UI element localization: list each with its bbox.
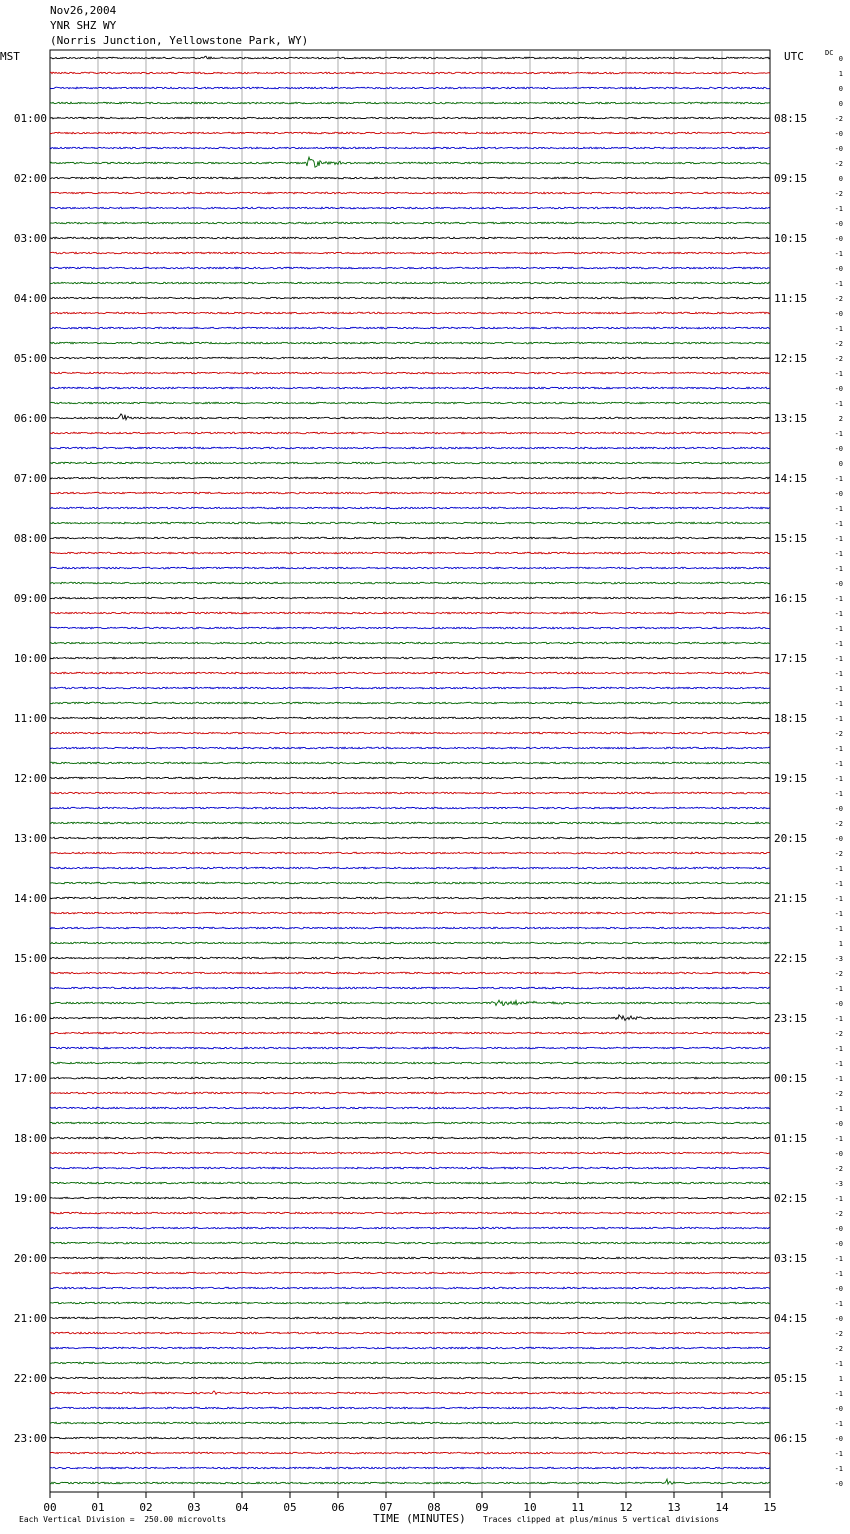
dc-offset-label: -2 (834, 190, 843, 198)
dc-offset-label: -2 (834, 115, 843, 123)
trace-line (50, 387, 770, 389)
x-tick-label: 10 (523, 1501, 537, 1514)
trace-line (50, 1015, 770, 1021)
dc-offset-label: -1 (834, 985, 843, 993)
dc-offset-label: 0 (838, 100, 843, 108)
trace-line (50, 897, 770, 899)
dc-offset-label: -0 (834, 235, 843, 243)
trace-line (50, 1437, 770, 1439)
dc-offset-label: -2 (834, 850, 843, 858)
y-tick-label-left: 05:00 (13, 352, 47, 365)
x-tick-label: 05 (283, 1501, 297, 1514)
dc-offset-label: -0 (834, 580, 843, 588)
trace-line (50, 597, 770, 599)
dc-offset-label: 0 (838, 460, 843, 468)
dc-offset-label: -1 (834, 1135, 843, 1143)
x-tick-label: 00 (43, 1501, 57, 1514)
dc-offset-label: -1 (834, 475, 843, 483)
dc-offset-label: -2 (834, 160, 843, 168)
trace-line (50, 552, 770, 554)
y-tick-label-right: 09:15 (774, 172, 808, 185)
trace-line (50, 852, 770, 854)
y-tick-label-right: 06:15 (774, 1432, 808, 1445)
trace-line (50, 957, 770, 959)
dc-offset-label: -1 (834, 430, 843, 438)
trace-line (50, 1122, 770, 1124)
dc-offset-label: -1 (834, 400, 843, 408)
plot-frame (50, 50, 770, 1492)
trace-line (50, 717, 770, 719)
trace-line (50, 1047, 770, 1049)
y-tick-label-right: 08:15 (774, 112, 808, 125)
dc-offset-label: -0 (834, 1435, 843, 1443)
dc-offset-label: -1 (834, 1300, 843, 1308)
trace-line (50, 732, 770, 734)
trace-line (50, 537, 770, 539)
trace-line (50, 642, 770, 644)
trace-line (50, 1167, 770, 1169)
y-tick-label-right: 20:15 (774, 832, 808, 845)
trace-line (50, 1197, 770, 1199)
y-tick-label-left: 11:00 (13, 712, 47, 725)
dc-offset-label: -1 (834, 1420, 843, 1428)
dc-offset-label: -1 (834, 910, 843, 918)
trace-line (50, 56, 770, 59)
dc-offset-label: -1 (834, 205, 843, 213)
trace-line (50, 157, 770, 167)
dc-offset-label: -1 (834, 1270, 843, 1278)
dc-offset-label: -2 (834, 340, 843, 348)
trace-line (50, 1391, 770, 1394)
trace-line (50, 1000, 770, 1005)
dc-offset-label: -2 (834, 730, 843, 738)
dc-offset-label: 1 (838, 1375, 843, 1383)
trace-line (50, 1317, 770, 1319)
dc-offset-label: -0 (834, 1240, 843, 1248)
dc-offset-label: -2 (834, 1330, 843, 1338)
y-tick-label-left: 17:00 (13, 1072, 47, 1085)
trace-line (50, 582, 770, 584)
y-tick-label-left: 13:00 (13, 832, 47, 845)
trace-line (50, 147, 770, 149)
dc-offset-label: -1 (834, 865, 843, 873)
dc-offset-label: -1 (834, 655, 843, 663)
trace-line (50, 87, 770, 89)
right-zone-label: UTC (784, 50, 804, 63)
x-tick-label: 07 (379, 1501, 393, 1514)
dc-offset-label: 0 (838, 85, 843, 93)
y-tick-label-right: 00:15 (774, 1072, 808, 1085)
dc-offset-label: -0 (834, 1150, 843, 1158)
dc-offset-label: -0 (834, 1285, 843, 1293)
trace-line (50, 1422, 770, 1424)
dc-offset-label: -1 (834, 565, 843, 573)
trace-line (50, 1062, 770, 1064)
dc-offset-label: -0 (834, 490, 843, 498)
y-tick-label-left: 08:00 (13, 532, 47, 545)
trace-line (50, 1407, 770, 1409)
dc-offset-label: -2 (834, 1165, 843, 1173)
y-tick-label-left: 21:00 (13, 1312, 47, 1325)
dc-offset-label: -1 (834, 1450, 843, 1458)
x-tick-label: 03 (187, 1501, 201, 1514)
x-tick-label: 06 (331, 1501, 345, 1514)
trace-line (50, 1152, 770, 1154)
dc-offset-label: -1 (834, 745, 843, 753)
dc-offset-label: -1 (834, 670, 843, 678)
trace-line (50, 702, 770, 704)
dc-offset-label: -1 (834, 370, 843, 378)
trace-line (50, 1452, 770, 1454)
trace-line (50, 1467, 770, 1469)
trace-line (50, 747, 770, 749)
dc-offset-label: -1 (834, 1105, 843, 1113)
dc-offset-label: -2 (834, 1345, 843, 1353)
dc-offset-label: -2 (834, 820, 843, 828)
trace-line (50, 222, 770, 224)
trace-line (50, 207, 770, 209)
y-tick-label-left: 02:00 (13, 172, 47, 185)
dc-offset-label: -0 (834, 385, 843, 393)
trace-line (50, 432, 770, 434)
left-zone-label: MST (0, 50, 20, 63)
dc-offset-label: -2 (834, 295, 843, 303)
y-tick-label-left: 06:00 (13, 412, 47, 425)
trace-line (50, 837, 770, 839)
trace-line (50, 792, 770, 794)
trace-line (50, 1287, 770, 1289)
y-tick-label-right: 02:15 (774, 1192, 808, 1205)
dc-offset-label: -0 (834, 1480, 843, 1488)
x-tick-label: 12 (619, 1501, 633, 1514)
dc-offset-label: -1 (834, 715, 843, 723)
trace-line (50, 1092, 770, 1094)
dc-offset-label: -1 (834, 550, 843, 558)
dc-offset-label: -1 (834, 925, 843, 933)
x-axis-label: TIME (MINUTES) (373, 1512, 466, 1525)
dc-offset-label: -1 (834, 520, 843, 528)
x-tick-label: 04 (235, 1501, 249, 1514)
dc-offset-label: -1 (834, 1465, 843, 1473)
trace-line (50, 657, 770, 659)
y-tick-label-left: 18:00 (13, 1132, 47, 1145)
trace-line (50, 1137, 770, 1139)
dc-offset-label: -1 (834, 325, 843, 333)
trace-line (50, 627, 770, 629)
dc-offset-label: -0 (834, 130, 843, 138)
dc-offset-label: -1 (834, 610, 843, 618)
dc-offset-label: -0 (834, 1000, 843, 1008)
y-tick-label-left: 19:00 (13, 1192, 47, 1205)
dc-offset-label: -1 (834, 880, 843, 888)
y-tick-label-right: 22:15 (774, 952, 808, 965)
dc-offset-label: -1 (834, 685, 843, 693)
trace-line (50, 72, 770, 74)
dc-offset-label: 1 (838, 940, 843, 948)
dc-offset-label: -2 (834, 1030, 843, 1038)
dc-offset-label: -0 (834, 805, 843, 813)
trace-line (50, 327, 770, 329)
trace-line (50, 1347, 770, 1349)
dc-offset-label: -1 (834, 1390, 843, 1398)
x-tick-label: 11 (571, 1501, 585, 1514)
trace-line (50, 1032, 770, 1034)
x-tick-label: 08 (427, 1501, 441, 1514)
dc-offset-label: 0 (838, 55, 843, 63)
trace-line (50, 477, 770, 479)
trace-line (50, 312, 770, 314)
trace-line (50, 492, 770, 494)
x-tick-label: 14 (715, 1501, 729, 1514)
dc-offset-label: -1 (834, 1075, 843, 1083)
dc-offset-label: -0 (834, 835, 843, 843)
trace-line (50, 672, 770, 674)
dc-offset-label: -0 (834, 1120, 843, 1128)
y-tick-label-right: 14:15 (774, 472, 808, 485)
trace-line (50, 1182, 770, 1184)
trace-line (50, 912, 770, 914)
dc-offset-label: -1 (834, 790, 843, 798)
y-tick-label-right: 05:15 (774, 1372, 808, 1385)
trace-line (50, 357, 770, 359)
trace-line (50, 192, 770, 194)
trace-line (50, 882, 770, 884)
trace-line (50, 1332, 770, 1334)
y-tick-label-left: 12:00 (13, 772, 47, 785)
scale-note: Each Vertical Division = 250.00 microvolts (19, 1515, 227, 1524)
dc-offset-label: -1 (834, 595, 843, 603)
y-tick-label-right: 10:15 (774, 232, 808, 245)
y-tick-label-left: 14:00 (13, 892, 47, 905)
trace-line (50, 237, 770, 239)
y-tick-label-left: 23:00 (13, 1432, 47, 1445)
y-tick-label-right: 11:15 (774, 292, 808, 305)
x-tick-label: 15 (763, 1501, 777, 1514)
trace-line (50, 927, 770, 929)
trace-line (50, 372, 770, 374)
dc-offset-label: -1 (834, 895, 843, 903)
dc-offset-label: -1 (834, 280, 843, 288)
trace-line (50, 282, 770, 284)
dc-offset-label: -1 (834, 640, 843, 648)
dc-offset-label: -0 (834, 265, 843, 273)
trace-line (50, 762, 770, 764)
y-tick-label-left: 16:00 (13, 1012, 47, 1025)
trace-line (50, 867, 770, 869)
trace-line (50, 1107, 770, 1109)
trace-line (50, 1227, 770, 1229)
y-tick-label-right: 17:15 (774, 652, 808, 665)
trace-line (50, 117, 770, 119)
trace-line (50, 687, 770, 689)
trace-line (50, 507, 770, 509)
dc-offset-label: -0 (834, 1225, 843, 1233)
trace-line (50, 177, 770, 179)
trace-line (50, 1362, 770, 1364)
dc-offset-label: -1 (834, 1060, 843, 1068)
y-tick-label-left: 15:00 (13, 952, 47, 965)
dc-offset-label: -0 (834, 445, 843, 453)
trace-line (50, 1302, 770, 1304)
trace-line (50, 447, 770, 449)
y-tick-label-left: 20:00 (13, 1252, 47, 1265)
dc-offset-label: -1 (834, 700, 843, 708)
y-tick-label-right: 21:15 (774, 892, 808, 905)
trace-line (50, 414, 770, 420)
dc-offset-label: -1 (834, 1360, 843, 1368)
trace-line (50, 987, 770, 989)
dc-offset-label: -0 (834, 1405, 843, 1413)
dc-offset-label: -2 (834, 355, 843, 363)
trace-line (50, 1272, 770, 1274)
x-tick-label: 09 (475, 1501, 489, 1514)
y-tick-label-right: 04:15 (774, 1312, 808, 1325)
trace-line (50, 1077, 770, 1079)
dc-offset-label: -1 (834, 775, 843, 783)
trace-line (50, 1212, 770, 1214)
trace-line (50, 777, 770, 779)
header-location: (Norris Junction, Yellowstone Park, WY) (50, 34, 309, 47)
trace-line (50, 822, 770, 824)
dc-offset-label: -3 (834, 955, 843, 963)
trace-line (50, 567, 770, 569)
dc-offset-label: -1 (834, 760, 843, 768)
dc-offset-label: 2 (838, 415, 843, 423)
trace-line (50, 942, 770, 944)
dc-offset-label: -1 (834, 625, 843, 633)
dc-offset-label: -1 (834, 505, 843, 513)
dc-offset-label: -1 (834, 1045, 843, 1053)
trace-line (50, 612, 770, 614)
y-tick-label-left: 22:00 (13, 1372, 47, 1385)
trace-line (50, 972, 770, 974)
dc-offset-label: -1 (834, 1195, 843, 1203)
y-tick-label-right: 03:15 (774, 1252, 808, 1265)
dc-offset-label: -0 (834, 1315, 843, 1323)
trace-line (50, 342, 770, 344)
dc-offset-label: 1 (838, 70, 843, 78)
y-tick-label-right: 12:15 (774, 352, 808, 365)
trace-line (50, 402, 770, 404)
trace-line (50, 132, 770, 134)
dc-offset-label: -3 (834, 1180, 843, 1188)
y-tick-label-left: 04:00 (13, 292, 47, 305)
y-tick-label-right: 13:15 (774, 412, 808, 425)
dc-offset-label: -1 (834, 1255, 843, 1263)
trace-line (50, 1479, 770, 1484)
trace-line (50, 1377, 770, 1379)
y-tick-label-left: 01:00 (13, 112, 47, 125)
trace-line (50, 102, 770, 104)
y-tick-label-right: 18:15 (774, 712, 808, 725)
y-tick-label-left: 10:00 (13, 652, 47, 665)
trace-line (50, 267, 770, 269)
dc-offset-label: -2 (834, 970, 843, 978)
y-tick-label-left: 09:00 (13, 592, 47, 605)
dc-offset-label: 0 (838, 175, 843, 183)
trace-line (50, 462, 770, 464)
header-date: Nov26,2004 (50, 4, 117, 17)
y-tick-label-right: 01:15 (774, 1132, 808, 1145)
x-tick-label: 02 (139, 1501, 153, 1514)
x-tick-label: 13 (667, 1501, 681, 1514)
clip-note: Traces clipped at plus/minus 5 vertical divisions (483, 1515, 720, 1524)
header-station: YNR SHZ WY (50, 19, 117, 32)
dc-label: DC (825, 49, 834, 57)
y-tick-label-right: 23:15 (774, 1012, 808, 1025)
dc-offset-label: -2 (834, 1210, 843, 1218)
y-tick-label-right: 15:15 (774, 532, 808, 545)
y-tick-label-right: 16:15 (774, 592, 808, 605)
trace-line (50, 522, 770, 524)
dc-offset-label: -0 (834, 145, 843, 153)
dc-offset-label: -0 (834, 310, 843, 318)
x-tick-label: 01 (91, 1501, 105, 1514)
y-tick-label-left: 03:00 (13, 232, 47, 245)
trace-line (50, 1257, 770, 1259)
dc-offset-label: -1 (834, 1015, 843, 1023)
y-tick-label-right: 19:15 (774, 772, 808, 785)
trace-line (50, 807, 770, 809)
y-tick-label-left: 07:00 (13, 472, 47, 485)
dc-offset-label: -0 (834, 220, 843, 228)
trace-line (50, 297, 770, 299)
dc-offset-label: -1 (834, 535, 843, 543)
dc-offset-label: -2 (834, 1090, 843, 1098)
dc-offset-label: -1 (834, 250, 843, 258)
trace-line (50, 1242, 770, 1244)
trace-line (50, 252, 770, 254)
